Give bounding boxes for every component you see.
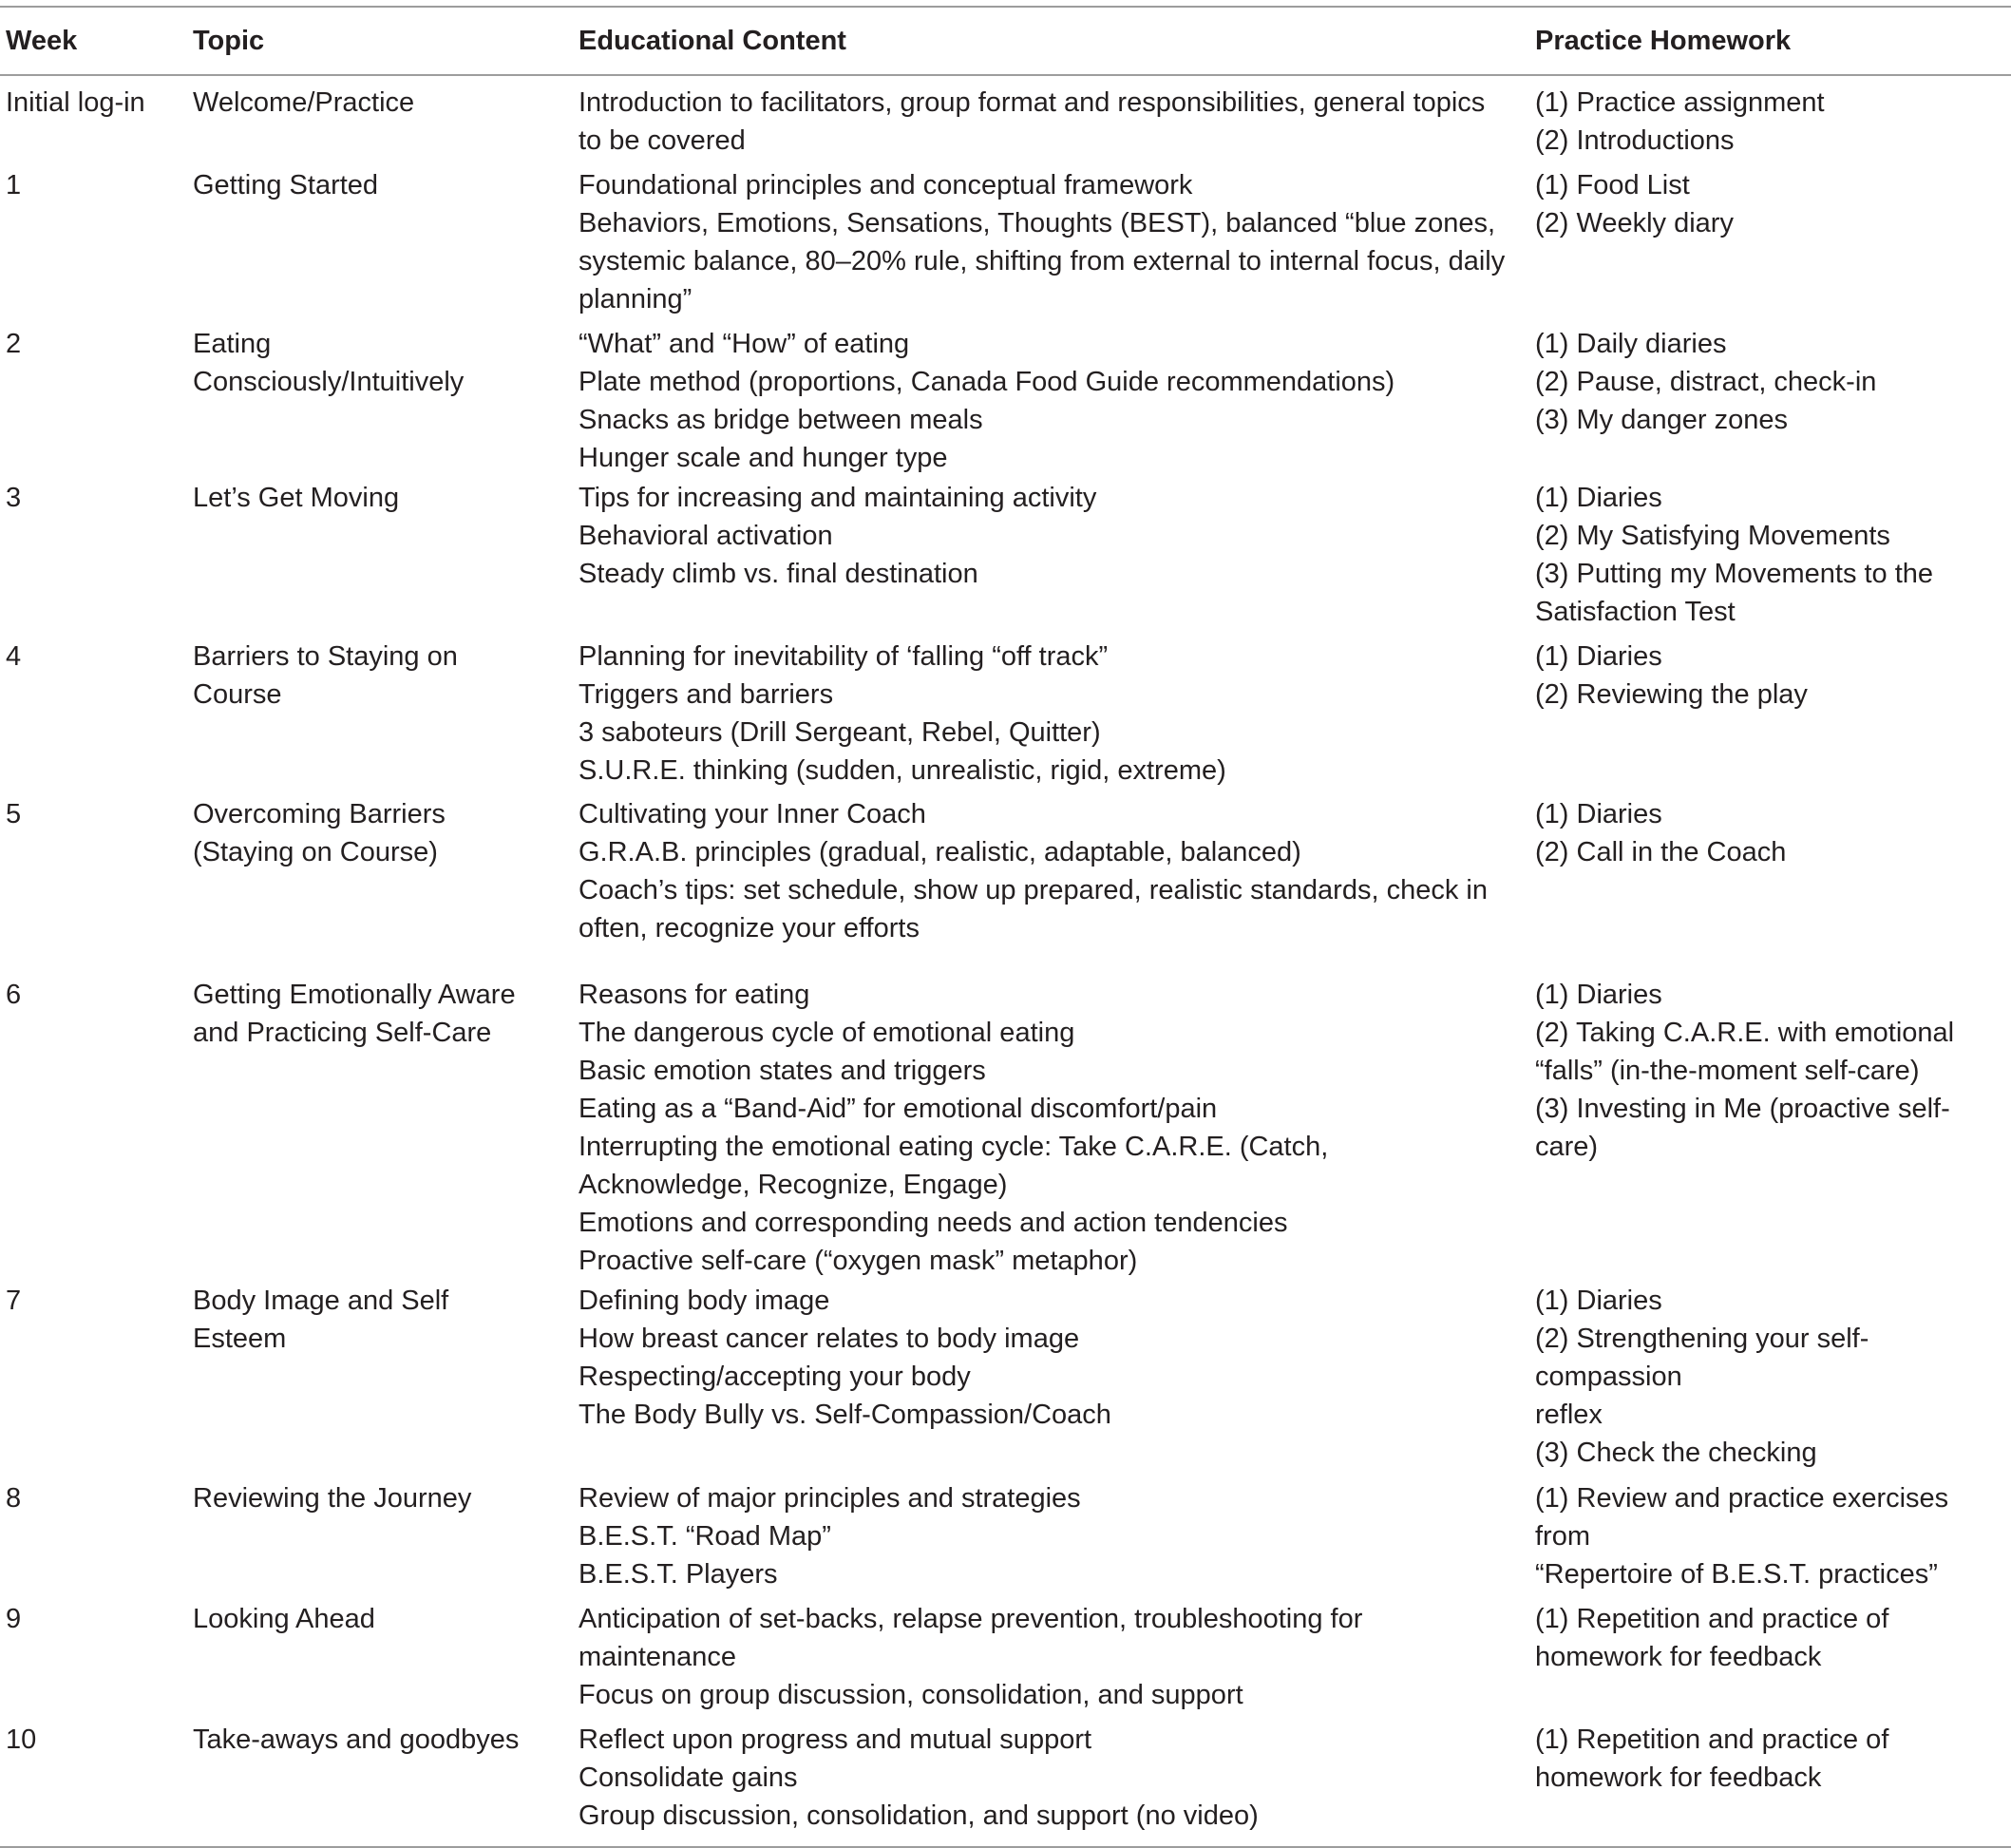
topic-line: Esteem [193,1324,287,1354]
topic-cell [187,1714,573,1847]
topic-line: Overcoming Barriers [193,799,446,829]
homework-line: “Repertoire of B.E.S.T. practices” [1535,1559,1938,1590]
homework-line: (2) Reviewing the play [1535,679,1808,710]
homework-line: “falls” (in-the-moment self-care) [1535,1056,1920,1086]
content-line: The Body Bully vs. Self-Compassion/Coach [579,1400,1111,1430]
practice-homework-cell [1529,477,2011,631]
homework-line: (1) Food List [1535,170,1690,200]
week-cell [0,631,187,790]
program-schedule-table [0,6,2011,1848]
week-label: 4 [6,641,22,672]
homework-line: (1) Practice assignment [1535,87,1825,118]
homework-line: (1) Diaries [1535,483,1662,513]
table-row [0,477,2011,631]
homework-line: (2) Introductions [1535,125,1735,156]
table-row [0,318,2011,477]
topic-cell [187,318,573,477]
practice-homework-cell [1529,75,2011,160]
content-line: Behavioral activation [579,521,833,551]
header-week: Week [6,26,78,56]
table-body [0,75,2011,1847]
table-row [0,976,2011,1280]
content-line: Defining body image [579,1286,830,1316]
header-topic: Topic [193,26,265,56]
practice-homework-cell [1529,631,2011,790]
topic-line: Course [193,679,282,710]
homework-line: (2) Strengthening your self-compassion [1535,1324,1869,1392]
content-line: Proactive self-care (“oxygen mask” metaphor) [579,1246,1138,1276]
homework-line: (3) Putting my Movements to the [1535,559,1934,589]
practice-homework-cell [1529,1472,2011,1593]
content-line: often, recognize your efforts [579,913,920,943]
homework-line: (2) Weekly diary [1535,208,1734,238]
header-educational-content: Educational Content [579,26,846,56]
content-line: Acknowledge, Recognize, Engage) [579,1170,1008,1200]
content-line: to be covered [579,125,746,156]
week-label: 10 [6,1724,37,1755]
topic-cell [187,790,573,976]
homework-line: (2) Pause, distract, check-in [1535,367,1877,397]
table-row [0,160,2011,318]
homework-line: (1) Daily diaries [1535,329,1727,359]
topic-line: Barriers to Staying on [193,641,458,672]
week-cell [0,1714,187,1847]
topic-line: and Practicing Self-Care [193,1018,492,1048]
topic-cell [187,477,573,631]
table-row [0,1714,2011,1847]
week-cell [0,318,187,477]
content-line: Eating as a “Band-Aid” for emotional discomfort/pain [579,1094,1218,1124]
table-row [0,790,2011,976]
content-line: Coach’s tips: set schedule, show up prepared, realistic standards, check in [579,875,1488,905]
educational-content-cell [573,976,1529,1280]
week-cell [0,160,187,318]
topic-line: (Staying on Course) [193,837,438,867]
week-label: 9 [6,1604,22,1634]
homework-line: (2) Call in the Coach [1535,837,1787,867]
content-line: 3 saboteurs (Drill Sergeant, Rebel, Quitter) [579,717,1101,748]
practice-homework-cell [1529,318,2011,477]
educational-content-cell [573,1472,1529,1593]
homework-line: (2) Taking C.A.R.E. with emotional [1535,1018,1955,1048]
topic-line: Welcome/Practice [193,87,415,118]
content-line: Anticipation of set-backs, relapse prevention, troubleshooting for [579,1604,1363,1634]
content-line: Review of major principles and strategies [579,1483,1081,1514]
header-row [0,7,2011,75]
content-line: Introduction to facilitators, group format and responsibilities, general topics [579,87,1486,118]
content-line: Triggers and barriers [579,679,834,710]
week-cell [0,75,187,160]
content-line: Focus on group discussion, consolidation, and support [579,1680,1243,1710]
week-cell [0,790,187,976]
homework-line: (1) Diaries [1535,799,1662,829]
practice-homework-cell [1529,1714,2011,1847]
homework-line: homework for feedback [1535,1762,1822,1793]
content-line: S.U.R.E. thinking (sudden, unrealistic, rigid, extreme) [579,755,1226,786]
content-line: Basic emotion states and triggers [579,1056,986,1086]
topic-line: Consciously/Intuitively [193,367,465,397]
week-label: 7 [6,1286,22,1316]
practice-homework-cell [1529,790,2011,976]
educational-content-cell [573,1714,1529,1847]
content-line: “What” and “How” of eating [579,329,910,359]
topic-cell [187,1472,573,1593]
practice-homework-cell [1529,976,2011,1280]
content-line: B.E.S.T. Players [579,1559,778,1590]
topic-line: Eating [193,329,272,359]
educational-content-cell [573,631,1529,790]
content-line: Behaviors, Emotions, Sensations, Thoughts (BEST), balanced “blue zones, [579,208,1496,238]
week-cell [0,1280,187,1472]
table-row [0,1472,2011,1593]
table-row [0,75,2011,160]
content-line: Tips for increasing and maintaining activity [579,483,1097,513]
homework-line: (1) Review and practice exercises from [1535,1483,1949,1552]
content-line: Snacks as bridge between meals [579,405,983,435]
topic-cell [187,160,573,318]
table-header [0,7,2011,75]
content-line: systemic balance, 80–20% rule, shifting from external to internal focus, daily [579,246,1506,276]
content-line: Plate method (proportions, Canada Food Guide recommendations) [579,367,1395,397]
topic-line: Body Image and Self [193,1286,449,1316]
content-line: Planning for inevitability of ‘falling “off track” [579,641,1109,672]
week-label: 3 [6,483,22,513]
homework-line: (1) Repetition and practice of [1535,1604,1889,1634]
content-line: Steady climb vs. final destination [579,559,978,589]
homework-line: (3) Check the checking [1535,1438,1817,1468]
content-line: Cultivating your Inner Coach [579,799,926,829]
content-line: maintenance [579,1642,737,1672]
practice-homework-cell [1529,1280,2011,1472]
content-line: Group discussion, consolidation, and support (no video) [579,1800,1259,1831]
educational-content-cell [573,318,1529,477]
homework-line: reflex [1535,1400,1603,1430]
content-line: Interrupting the emotional eating cycle: Take C.A.R.E. (Catch, [579,1132,1329,1162]
practice-homework-cell [1529,160,2011,318]
homework-line: homework for feedback [1535,1642,1822,1672]
topic-line: Reviewing the Journey [193,1483,472,1514]
practice-homework-cell [1529,1593,2011,1714]
week-label: 1 [6,170,22,200]
homework-line: (2) My Satisfying Movements [1535,521,1890,551]
homework-line: (1) Diaries [1535,980,1662,1010]
homework-line: (1) Diaries [1535,641,1662,672]
educational-content-cell [573,1593,1529,1714]
content-line: Reasons for eating [579,980,810,1010]
week-cell [0,1593,187,1714]
homework-line: (3) Investing in Me (proactive self-care) [1535,1094,1950,1162]
educational-content-cell [573,75,1529,160]
content-line: Foundational principles and conceptual framework [579,170,1193,200]
topic-line: Getting Emotionally Aware [193,980,516,1010]
educational-content-cell [573,477,1529,631]
week-label: Initial log-in [6,87,145,118]
topic-cell [187,976,573,1280]
table-row [0,1593,2011,1714]
homework-line: Satisfaction Test [1535,597,1736,627]
content-line: Hunger scale and hunger type [579,443,948,473]
topic-cell [187,75,573,160]
topic-cell [187,1280,573,1472]
week-label: 6 [6,980,22,1010]
table-row [0,631,2011,790]
content-line: Emotions and corresponding needs and action tendencies [579,1208,1288,1238]
homework-line: (3) My danger zones [1535,405,1788,435]
content-line: B.E.S.T. “Road Map” [579,1521,831,1552]
header-practice-homework: Practice Homework [1535,26,1792,56]
educational-content-cell [573,790,1529,976]
topic-cell [187,1593,573,1714]
table-row [0,1280,2011,1472]
topic-line: Let’s Get Moving [193,483,400,513]
week-cell [0,1472,187,1593]
homework-line: (1) Repetition and practice of [1535,1724,1889,1755]
week-label: 8 [6,1483,22,1514]
topic-cell [187,631,573,790]
content-line: The dangerous cycle of emotional eating [579,1018,1075,1048]
week-label: 5 [6,799,22,829]
week-cell [0,477,187,631]
week-cell [0,976,187,1280]
content-line: planning” [579,284,692,314]
content-line: Respecting/accepting your body [579,1362,971,1392]
content-line: Consolidate gains [579,1762,798,1793]
week-label: 2 [6,329,22,359]
content-line: Reflect upon progress and mutual support [579,1724,1092,1755]
content-line: G.R.A.B. principles (gradual, realistic, adaptable, balanced) [579,837,1301,867]
content-line: How breast cancer relates to body image [579,1324,1080,1354]
educational-content-cell [573,1280,1529,1472]
topic-line: Getting Started [193,170,379,200]
topic-line: Take-aways and goodbyes [193,1724,520,1755]
educational-content-cell [573,160,1529,318]
homework-line: (1) Diaries [1535,1286,1662,1316]
topic-line: Looking Ahead [193,1604,375,1634]
